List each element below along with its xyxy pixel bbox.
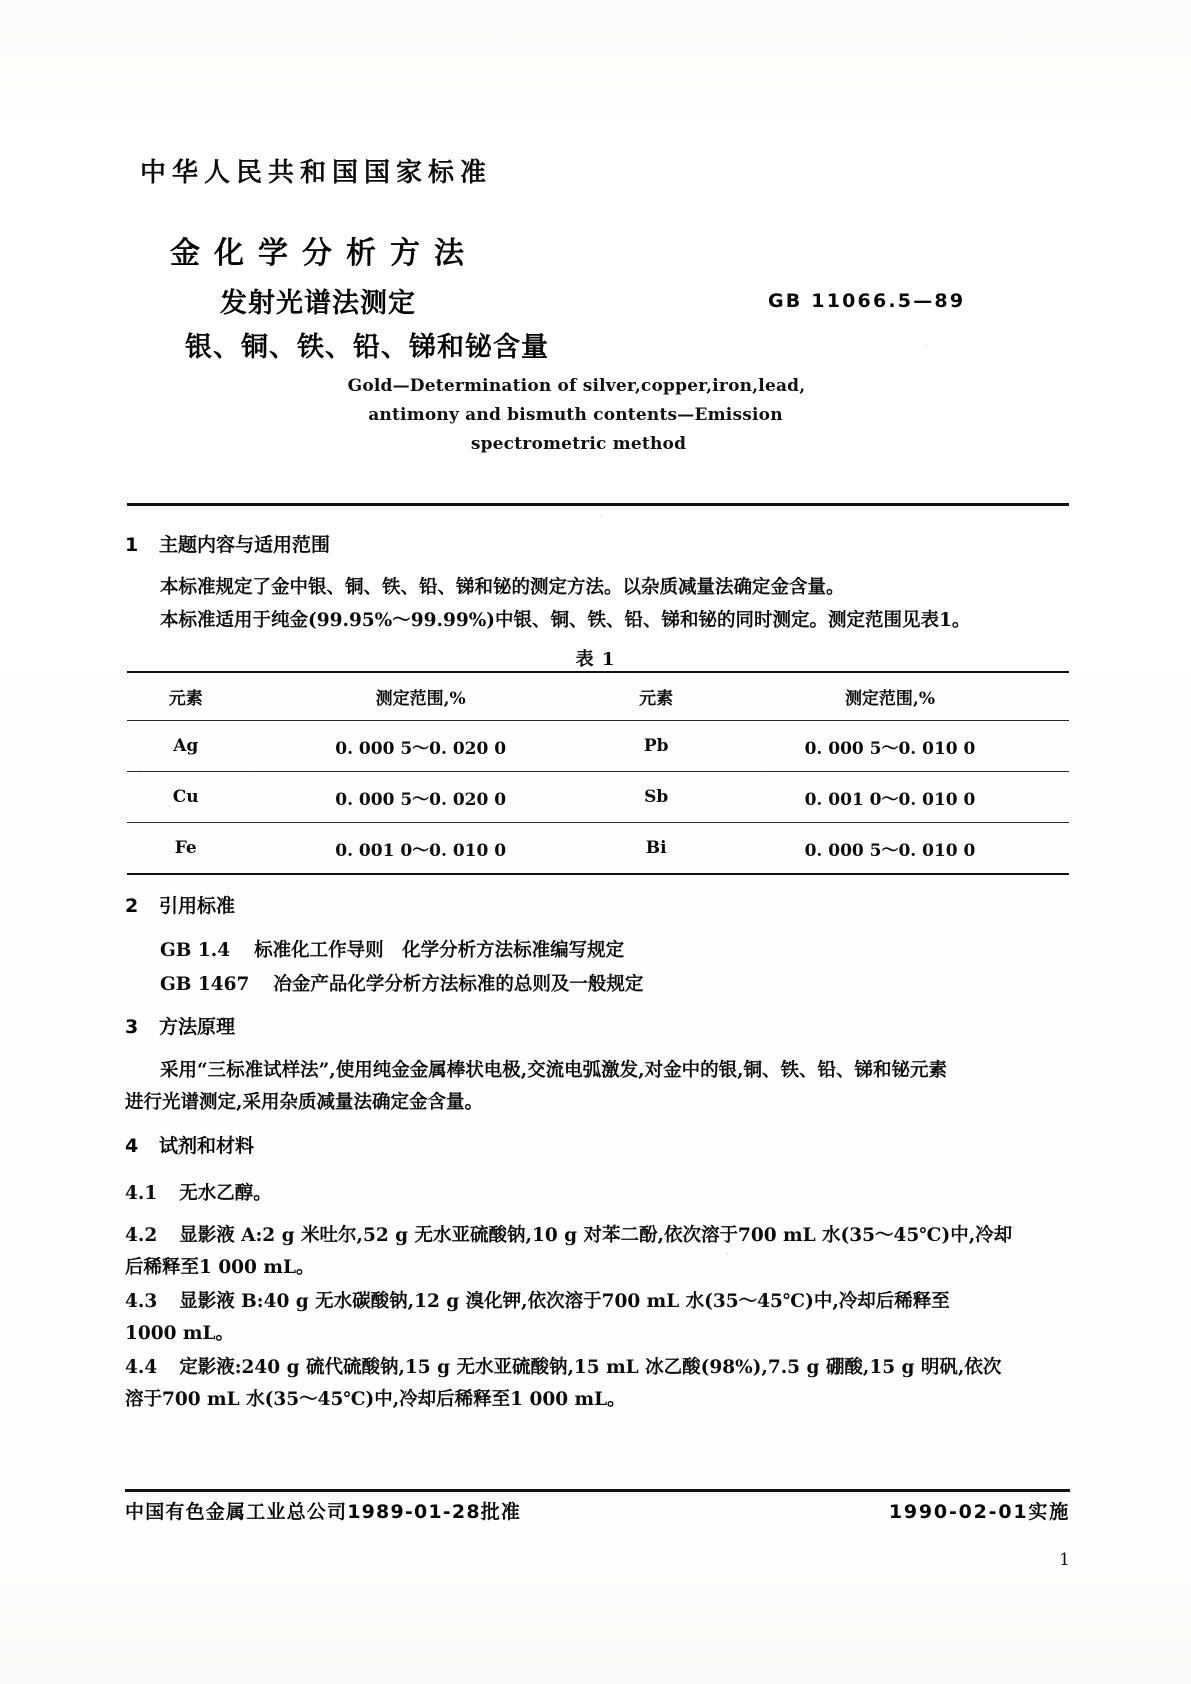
reference-standard-2 xyxy=(160,969,643,1000)
cell-element-left: Fe xyxy=(174,838,197,858)
cell-element-right: Sb xyxy=(644,787,669,807)
table-row xyxy=(127,823,1069,874)
english-title-line-1: Gold—Determination of silver,copper,iron,lead, xyxy=(347,376,806,396)
reagent-item-4-3-line-2: 1000 mL。 xyxy=(125,1323,235,1344)
section-title-1: 主题内容与适用范围 xyxy=(159,534,331,556)
reagent-number-4-2: 4.2 xyxy=(125,1225,158,1246)
section-title-2: 引用标准 xyxy=(159,895,236,917)
cell-element-right: Pb xyxy=(643,736,669,756)
cell-range-left: 0. 000 5～0. 020 0 xyxy=(335,789,507,810)
reference-standard-1 xyxy=(160,935,624,966)
reagent-item-4-3-line-1 xyxy=(125,1286,950,1317)
measurement-range-table xyxy=(127,672,1069,873)
national-standard-label: 中华人民共和国国家标准 xyxy=(140,158,493,188)
section-heading-4 xyxy=(125,1131,254,1158)
reagent-number-4-1: 4.1 xyxy=(125,1183,158,1204)
section-title-4: 试剂和材料 xyxy=(159,1135,255,1157)
reagent-text-4-4-line-1: 定影液:240 g 硫代硫酸钠,15 g 无水亚硫酸钠,15 mL 冰乙酸(98%),7.5 g 硼酸,15 g 明矾,依次 xyxy=(179,1357,1002,1378)
cell-range-left: 0. 000 5～0. 020 0 xyxy=(335,738,507,759)
reagent-item-4-2-line-1 xyxy=(125,1220,1012,1251)
implementation-date: 1990-02-01实施 xyxy=(888,1501,1070,1523)
section-heading-3 xyxy=(125,1012,235,1039)
english-title xyxy=(0,372,1191,459)
section-heading-2 xyxy=(125,891,235,918)
cell-element-right: Bi xyxy=(645,838,667,858)
section3-paragraph-line-2: 进行光谱测定,采用杂质减量法确定金含量。 xyxy=(125,1092,483,1113)
reagent-item-4-1 xyxy=(125,1178,272,1209)
reference-code-1: GB 1.4 xyxy=(160,940,231,961)
table-bottom-rule xyxy=(127,873,1069,875)
english-title-line-3: spectrometric method xyxy=(470,434,687,454)
reagent-number-4-3: 4.3 xyxy=(125,1291,158,1312)
section-number-1: 1 xyxy=(125,534,139,556)
reagent-item-4-2-line-2: 后稀释至1 000 mL。 xyxy=(125,1257,315,1278)
header-element-left: 元素 xyxy=(168,688,203,709)
document-title-main: 金化学分析方法 xyxy=(170,236,478,271)
cell-range-right: 0. 000 5～0. 010 0 xyxy=(804,840,976,861)
section-number-3: 3 xyxy=(125,1016,139,1038)
reagent-item-4-4-line-2: 溶于700 mL 水(35～45℃)中,冷却后稀释至1 000 mL。 xyxy=(125,1389,626,1410)
footer-divider-rule xyxy=(125,1489,1070,1492)
reference-text-1: 标准化工作导则 化学分析方法标准编写规定 xyxy=(254,940,625,961)
scan-speck xyxy=(925,345,927,347)
section-heading-1 xyxy=(125,530,330,557)
reference-text-2: 冶金产品化学分析方法标准的总则及一般规定 xyxy=(273,974,644,995)
table-row xyxy=(127,721,1069,772)
table-header-row xyxy=(127,672,1069,721)
cell-element-left: Ag xyxy=(173,736,199,756)
section-number-2: 2 xyxy=(125,895,139,917)
reagent-item-4-4-line-1 xyxy=(125,1352,1001,1383)
cell-range-right: 0. 000 5～0. 010 0 xyxy=(804,738,976,759)
header-divider-rule xyxy=(127,503,1069,506)
section-title-3: 方法原理 xyxy=(159,1016,236,1038)
cell-range-left: 0. 001 0～0. 010 0 xyxy=(335,840,507,861)
reagent-text-4-2-line-1: 显影液 A:2 g 米吐尔,52 g 无水亚硫酸钠,10 g 对苯二酚,依次溶于700 mL 水(35～45℃)中,冷却 xyxy=(179,1225,1013,1246)
reagent-text-4-3-line-1: 显影液 B:40 g 无水碳酸钠,12 g 溴化钾,依次溶于700 mL 水(35～45℃)中,冷却后稀释至 xyxy=(179,1291,950,1312)
header-range-right: 测定范围,% xyxy=(844,688,936,709)
cell-element-left: Cu xyxy=(172,787,199,807)
document-title-sub1: 发射光谱法测定 xyxy=(220,288,416,319)
header-range-left: 测定范围,% xyxy=(375,688,466,709)
table-caption: 表 1 xyxy=(575,649,616,670)
standard-number: GB 11066.5—89 xyxy=(768,290,966,312)
reference-code-2: GB 1467 xyxy=(160,974,250,995)
english-title-line-2: antimony and bismuth contents—Emission xyxy=(368,405,783,425)
reagent-number-4-4: 4.4 xyxy=(125,1357,158,1378)
page-number: 1 xyxy=(1059,1550,1070,1570)
reagent-text-4-1: 无水乙醇。 xyxy=(179,1183,272,1204)
header-element-right: 元素 xyxy=(639,688,674,709)
cell-range-right: 0. 001 0～0. 010 0 xyxy=(804,789,976,810)
section1-paragraph-1: 本标准规定了金中银、铜、铁、铅、锑和铋的测定方法。以杂质减量法确定金含量。 xyxy=(160,577,845,598)
section1-paragraph-2: 本标准适用于纯金(99.95%～99.99%)中银、铜、铁、铅、锑和铋的同时测定。测定范围见表1。 xyxy=(160,610,971,631)
table-row xyxy=(127,772,1069,823)
approval-statement: 中国有色金属工业总公司1989-01-28批准 xyxy=(125,1501,522,1523)
document-title-sub2: 银、铜、铁、铅、锑和铋含量 xyxy=(185,332,549,363)
section-number-4: 4 xyxy=(125,1135,139,1157)
scan-speck xyxy=(726,1253,728,1255)
scan-speck xyxy=(600,515,602,517)
section3-paragraph-line-1: 采用“三标准试样法”,使用纯金金属棒状电极,交流电弧激发,对金中的银,铜、铁、铅、锑和铋元素 xyxy=(160,1060,948,1081)
